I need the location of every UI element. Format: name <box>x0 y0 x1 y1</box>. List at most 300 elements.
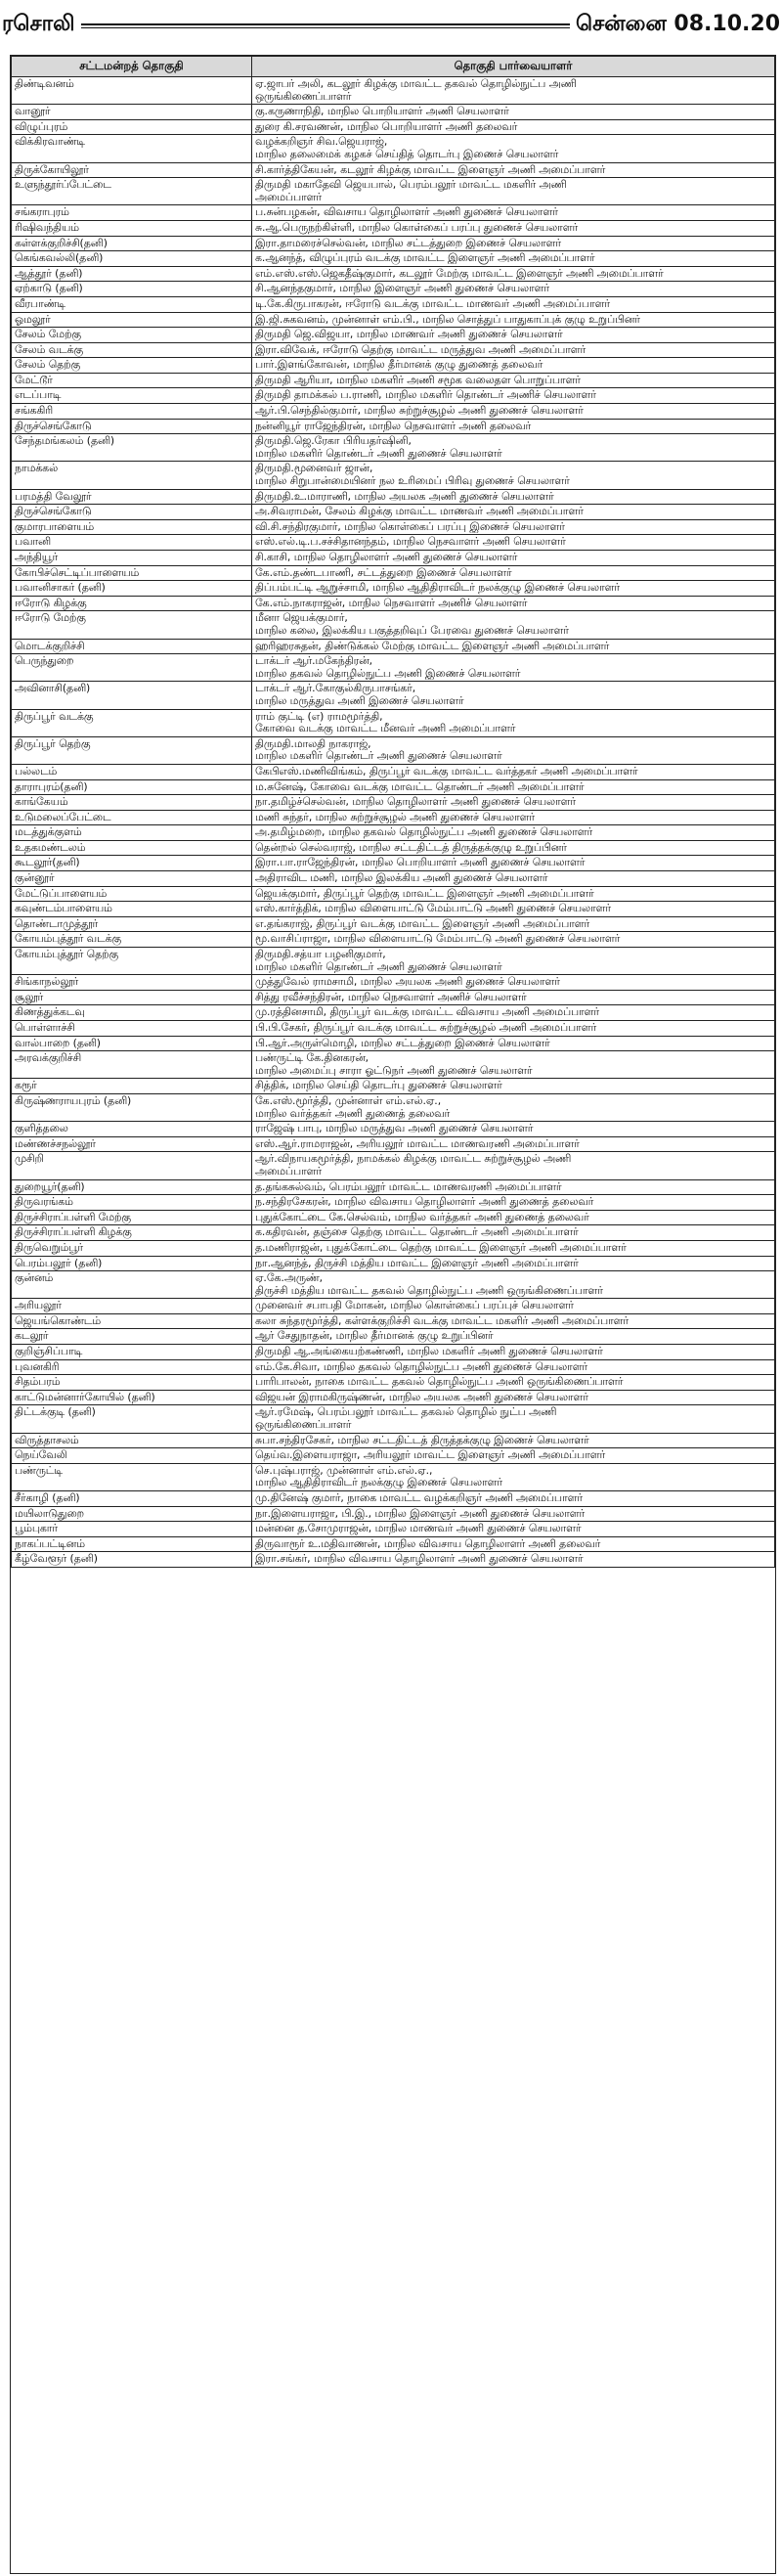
table-row <box>12 1536 775 1552</box>
observer-line: மாநில மகளிர் தொண்டர் அணி துணைச் செயலாளர் <box>255 960 502 973</box>
table-row <box>12 840 775 856</box>
observer-cell <box>252 565 775 581</box>
constituency-cell: திருப்பூர் தெற்கு <box>12 736 252 764</box>
observer-cell <box>252 1271 775 1299</box>
table-row <box>12 434 775 462</box>
observer-cell <box>252 342 775 358</box>
constituency-cell: மேட்டுப்பாளையம் <box>12 886 252 902</box>
observer-cell <box>252 119 775 135</box>
observer-line: எஸ்.ஆர்.ராமராஜன், அரியலூர் மாவட்ட மாணவரணி அமைப்பாளர் <box>255 1137 580 1150</box>
table-row <box>12 1491 775 1507</box>
observer-line: வழக்கறிஞர் சிவ.ஜெயராஜ், <box>255 136 388 149</box>
observer-cell <box>252 810 775 825</box>
observer-line: ம.சுனேஷ், கோவை வடக்கு மாவட்ட தொண்டர் அணி அமைப்பாளர் <box>255 780 585 793</box>
table-row <box>12 1136 775 1152</box>
observer-cell <box>252 1122 775 1137</box>
observer-line: திருவாரூர் உ.மதிவாணன், மாநில விவசாய தொழிலாளர் அணி தலைவர் <box>255 1537 601 1550</box>
constituency-cell: தொண்டாமுத்தூர் <box>12 916 252 932</box>
constituency-cell: கூடலூர்(தனி) <box>12 856 252 871</box>
observer-line: ஒருங்கிணைப்பாளர் <box>255 1419 352 1432</box>
table-row <box>12 779 775 795</box>
table-row <box>12 1552 775 1568</box>
table-row <box>12 1329 775 1345</box>
observer-cell <box>252 1021 775 1037</box>
table-row <box>12 654 775 682</box>
table-row <box>12 505 775 520</box>
constituency-cell: நாகப்பட்டினம் <box>12 1536 252 1552</box>
constituency-cell: சேலம் மேற்கு <box>12 328 252 343</box>
observer-line: இரா.தாமரைச்செல்வன், மாநில சட்டத்துறை இணைச் செயலாளர் <box>255 237 562 249</box>
constituency-cell: கடலூர் <box>12 1329 252 1345</box>
observer-line: இரா.விவேக், ஈரோடு தெற்கு மாவட்ட மருத்துவ அணி அமைப்பாளர் <box>255 343 586 356</box>
constituency-cell: அந்தியூர் <box>12 551 252 566</box>
table-row <box>12 373 775 388</box>
observer-line: அதிராவிட மணி, மாநில இலக்கிய அணி துணைச் செயலாளர் <box>255 872 548 885</box>
observer-line: கு.கருணாநிதி, மாநில பொறியாளர் அணி செயலாளர் <box>255 106 509 118</box>
observer-cell <box>252 1240 775 1256</box>
constituency-cell: திருப்பூர் வடக்கு <box>12 709 252 736</box>
observer-line: மாநில தகவல் தொழில்நுட்ப அணி இணைச் செயலாளர் <box>255 667 521 680</box>
constituency-cell: பரமத்தி வேலூர் <box>12 489 252 505</box>
constituency-cell: கீழ்வேளூர் (தனி) <box>12 1552 252 1568</box>
observer-line: அ.தமிழ்மறை, மாநில தகவல் தொழில்நுட்ப அணி துணைச் செயலாளர் <box>255 826 593 839</box>
constituency-cell: தாராபுரம்(தனி) <box>12 779 252 795</box>
observer-line: ராஜேஷ் பாபு, மாநில மருத்துவ அணி துணைச் செயலாளர் <box>255 1123 534 1135</box>
observer-cell <box>252 236 775 251</box>
constituency-cell: திருச்செங்கோடு <box>12 419 252 434</box>
observer-line: திருமதி ஜெ.விஜயா, மாநில மாணவர் அணி துணைச் செயலாளர் <box>255 329 563 341</box>
observer-cell <box>252 388 775 404</box>
constituency-cell: கோபிச்செட்டிப்பாளையம் <box>12 565 252 581</box>
table-row <box>12 1256 775 1271</box>
observer-line: நா.ஆனந்த், திருச்சி மத்திய மாவட்ட இளைஞர் அணி அமைப்பாளர் <box>255 1257 579 1269</box>
table-row <box>12 1225 775 1241</box>
constituency-cell: பல்லடம் <box>12 764 252 779</box>
constituency-cell: ஜெயங்கொண்டம் <box>12 1313 252 1329</box>
observer-line: விஜயன் இராமகிருஷ்ணன், மாநில அயலக அணி துணைச் செயலாளர் <box>255 1391 588 1403</box>
observer-cell <box>252 975 775 991</box>
observer-line: மாநில சிறுபான்மையினர் நல உரிமைப் பிரிவு துணைச் செயலாளர் <box>255 475 570 488</box>
observer-line: கே.எம்.நாகராஜன், மாநில நெசவாளர் அணிச் செயலாளர் <box>255 597 528 609</box>
observer-cell <box>252 1195 775 1211</box>
table-row <box>12 220 775 236</box>
observer-cell <box>252 1390 775 1405</box>
observer-cell <box>252 596 775 611</box>
observer-line: எ.தங்கராஜ், திருப்பூர் வடக்கு மாவட்ட இளைஞர் அணி அமைப்பாளர் <box>255 917 590 930</box>
observer-line: திருமதி.மாலதி நாகராஜ், <box>255 737 371 750</box>
constituency-cell: கள்ளக்குறிச்சி(தனி) <box>12 236 252 251</box>
table-row <box>12 388 775 404</box>
constituency-cell: சூலூர் <box>12 990 252 1005</box>
observer-cell <box>252 990 775 1005</box>
observer-cell <box>252 1179 775 1195</box>
table-row <box>12 795 775 811</box>
observer-line: திருமதி ஆரியா, மாநில மகளிர் அணி சமூக வலைதள பொறுப்பாளர் <box>255 374 581 386</box>
table-row <box>12 1122 775 1137</box>
constituency-cell: கவுண்டம்பாளையம் <box>12 902 252 917</box>
observer-cell <box>252 551 775 566</box>
table-row <box>12 1390 775 1405</box>
observer-line: எஸ்.கார்த்திக், மாநில விளையாட்டு மேம்பாட்டு அணி துணைச் செயலாளர் <box>255 903 611 915</box>
table-row <box>12 1271 775 1299</box>
table-row <box>12 178 775 205</box>
constituency-cell: விக்கிரவாண்டி <box>12 135 252 162</box>
constituency-cell: சிங்காநல்லூர் <box>12 975 252 991</box>
observer-cell <box>252 1359 775 1375</box>
observer-cell <box>252 736 775 764</box>
observer-cell <box>252 825 775 841</box>
observer-line: அமைப்பாளர் <box>255 1165 322 1177</box>
observer-line: முனைவர் சபாபதி மோகன், மாநில கொள்கைப் பரப்புச் செயலாளர் <box>255 1300 574 1312</box>
observer-cell <box>252 611 775 639</box>
observer-line: ந.சந்திரசேகரன், மாநில விவசாய தொழிலாளர் அணி துணைத் தலைவர் <box>255 1196 594 1209</box>
constituency-cell: சேந்தமங்கலம் (தனி) <box>12 434 252 462</box>
observer-cell <box>252 639 775 654</box>
observer-line: சி.ஆனந்தகுமார், மாநில இளைஞர் அணி துணைச் செயலாளர் <box>255 283 549 295</box>
constituency-cell: ஓமலூர் <box>12 312 252 328</box>
observer-cell <box>252 1256 775 1271</box>
table-row <box>12 489 775 505</box>
table-row <box>12 948 775 975</box>
observer-cell <box>252 682 775 709</box>
table-row <box>12 611 775 639</box>
constituency-cell: திருச்சிராப்பள்ளி கிழக்கு <box>12 1225 252 1241</box>
observer-line: த.தங்கசுல்வம், பெரம்பலூர் மாவட்ட மாணவரணி அமைப்பாளர் <box>255 1180 562 1193</box>
constituency-cell: புவனகிரி <box>12 1359 252 1375</box>
observer-cell <box>252 856 775 871</box>
observer-cell <box>252 1093 775 1121</box>
observer-line: மன்னை த.சோமுராஜன், மாநில மாணவர் அணி துணைச் செயலாளர் <box>255 1523 582 1535</box>
observer-line: செ.புஷ்பராஜ், முன்னாள் எம்.எல்.ஏ., <box>255 1464 433 1477</box>
table-row <box>12 1051 775 1079</box>
observer-cell <box>252 1299 775 1314</box>
constituency-cell: மண்ணச்சநல்லூர் <box>12 1136 252 1152</box>
constituency-cell: மேட்டூர் <box>12 373 252 388</box>
observer-cell <box>252 1506 775 1522</box>
constituency-cell: திண்டிவனம் <box>12 77 252 105</box>
observer-line: டாக்டர் ஆர்.கோகுல்கிருபாசங்கர், <box>255 683 416 695</box>
observer-cell <box>252 358 775 374</box>
observer-cell <box>252 462 775 489</box>
constituency-cell: திருக்கோயிலூர் <box>12 162 252 178</box>
table-row <box>12 1506 775 1522</box>
observer-cell <box>252 764 775 779</box>
observer-line: சி.காசி, மாநில தொழிலாளர் அணி துணைச் செயலாளர் <box>255 552 518 563</box>
observer-cell <box>252 251 775 267</box>
observer-cell <box>252 1375 775 1391</box>
observer-line: ஹரிஹரசுதன், திண்டுக்கல் மேற்கு மாவட்ட இளைஞர் அணி அமைப்பாளர் <box>255 640 610 652</box>
table-row <box>12 1433 775 1448</box>
constituency-cell: கிணத்துக்கடவு <box>12 1005 252 1021</box>
observer-line: திருமதி.உ.மாராணி, மாநில அயலக அணி துணைச் செயலாளர் <box>255 490 554 503</box>
observer-cell <box>252 282 775 297</box>
constituency-cell: பவானி <box>12 535 252 551</box>
observer-cell <box>252 535 775 551</box>
constituency-cell: கோயம்புத்தூர் வடக்கு <box>12 932 252 948</box>
observer-cell <box>252 505 775 520</box>
observer-line: பண்ருட்டி கே.தினகரன், <box>255 1052 369 1065</box>
constituency-cell: சீர்காழி (தனி) <box>12 1491 252 1507</box>
observer-cell <box>252 419 775 434</box>
table-row <box>12 251 775 267</box>
observer-cell <box>252 932 775 948</box>
table-row <box>12 519 775 535</box>
constituency-cell: பூம்புகார் <box>12 1522 252 1537</box>
observer-line: துரை கி.சரவணன், மாநில பொறியாளர் அணி தலைவர் <box>255 120 518 133</box>
observer-line: ஆர் சேதுநாதன், மாநில தீர்மானக் குழு உறுப்பினர் <box>255 1330 494 1343</box>
table-row <box>12 119 775 135</box>
table-row <box>12 205 775 221</box>
observer-line: அ.சிவராமன், சேலம் கிழக்கு மாவட்ட மாணவர் அணி அமைப்பாளர் <box>255 506 584 518</box>
observer-line: எம்.எஸ்.எஸ்.ஜெகதீஷ்குமார், கடலூர் மேற்கு மாவட்ட இளைஞர் அணி அமைப்பாளர் <box>255 267 664 280</box>
header-observer: தொகுதி பார்வையாளர் <box>252 57 775 77</box>
table-row <box>12 1313 775 1329</box>
table-row <box>12 682 775 709</box>
constituency-cell: குளித்தலை <box>12 1122 252 1137</box>
observer-line: மாநில அமைப்பு சாரா ஓட்டுநர் அணி துணைச் செயலாளர் <box>255 1064 533 1077</box>
observer-cell <box>252 654 775 682</box>
constituency-cell: திருவரங்கம் <box>12 1195 252 1211</box>
observer-line: கே.எம்.தண்டபாணி, சட்டத்துறை இணைச் செயலாளர் <box>255 566 512 579</box>
constituency-cell: நாமக்கல் <box>12 462 252 489</box>
table-row <box>12 1375 775 1391</box>
table-row <box>12 825 775 841</box>
observer-cell <box>252 1463 775 1490</box>
table-row <box>12 1079 775 1094</box>
observer-line: கோவை வடக்கு மாவட்ட மீனவர் அணி அமைப்பாளர் <box>255 723 516 735</box>
observer-cell <box>252 1405 775 1433</box>
observer-line: வி.சி.சந்திரகுமார், மாநில கொள்கைப் பரப்பு இணைச் செயலாளர் <box>255 520 565 533</box>
table-row <box>12 871 775 887</box>
observer-cell <box>252 1329 775 1345</box>
table-row <box>12 1179 775 1195</box>
constituency-cell: விருத்தாசலம் <box>12 1433 252 1448</box>
constituency-cell: துறையூர்(தனி) <box>12 1179 252 1195</box>
constituency-cell: வானூர் <box>12 105 252 120</box>
observer-cell <box>252 373 775 388</box>
table-row <box>12 419 775 434</box>
observer-cell <box>252 795 775 811</box>
observer-cell <box>252 1536 775 1552</box>
observer-cell <box>252 916 775 932</box>
table-row <box>12 312 775 328</box>
observer-cell <box>252 871 775 887</box>
observer-line: திருமதி மகாதேவி ஜெயபால், பெரம்பலூர் மாவட்ட மகளிர் அணி <box>255 179 567 192</box>
table-row <box>12 404 775 420</box>
table-row <box>12 856 775 871</box>
observer-cell <box>252 296 775 312</box>
table-row <box>12 1005 775 1021</box>
table-row <box>12 1021 775 1037</box>
table-row <box>12 975 775 991</box>
constituency-cell: ரிஷிவந்தியம் <box>12 220 252 236</box>
table-row <box>12 1405 775 1433</box>
constituency-cell: அரியலூர் <box>12 1299 252 1314</box>
constituency-cell: ஈரோடு மேற்கு <box>12 611 252 639</box>
observer-cell <box>252 581 775 597</box>
table-row <box>12 886 775 902</box>
observer-line: திருமதி.மூனைவர் ஜான், <box>255 463 373 475</box>
observer-line: பி.ஆர்.அருள்மொழி, மாநில சட்டத்துறை இணைச் செயலாளர் <box>255 1037 550 1049</box>
constituency-cell: பெருந்துறை <box>12 654 252 682</box>
table-row <box>12 1522 775 1537</box>
observer-line: சித்து ரவீச்சந்திரன், மாநில நெசவாளர் அணிச் செயலாளர் <box>255 991 527 1003</box>
observer-table <box>11 56 775 1568</box>
constituency-cell: எடப்பாடி <box>12 388 252 404</box>
table-row <box>12 282 775 297</box>
constituency-cell: பெரம்பலூர் (தனி) <box>12 1256 252 1271</box>
table-row <box>12 1240 775 1256</box>
constituency-cell: சங்ககிரி <box>12 404 252 420</box>
table-row <box>12 596 775 611</box>
observer-line: திப்பம்பட்டி ஆறுச்சாமி, மாநில ஆதிதிராவிடர் நலக்குழு இணைச் செயலாளர் <box>255 582 620 595</box>
table-row <box>12 135 775 162</box>
table-row <box>12 358 775 374</box>
observer-cell <box>252 1522 775 1537</box>
constituency-cell: சிதம்பரம் <box>12 1375 252 1391</box>
table-row <box>12 1036 775 1051</box>
observer-cell <box>252 266 775 282</box>
observer-cell <box>252 1313 775 1329</box>
observer-cell <box>252 1051 775 1079</box>
table-row <box>12 1463 775 1490</box>
observer-line: ஆர்.விநாயகமூர்த்தி, நாமக்கல் கிழக்கு மாவட்ட சுற்றுச்சூழல் அணி <box>255 1153 572 1166</box>
observer-line: இரா.சங்கர், மாநில விவசாய தொழிலாளர் அணி துணைச் செயலாளர் <box>255 1553 584 1566</box>
constituency-cell: பவானிசாகர் (தனி) <box>12 581 252 597</box>
observer-line: இரா.பா.ராஜேந்திரன், மாநில பொறியாளர் அணி துணைச் செயலாளர் <box>255 857 586 869</box>
table-row <box>12 916 775 932</box>
table-row <box>12 535 775 551</box>
observer-line: ஏ.ஜாபர் அலி, கடலூர் கிழக்கு மாவட்ட தகவல் தொழில்நுட்ப அணி <box>255 78 577 90</box>
observer-cell <box>252 1345 775 1360</box>
observer-cell <box>252 220 775 236</box>
observer-cell <box>252 902 775 917</box>
observer-line: கலா சுந்தரமூர்த்தி, கள்ளக்குறிச்சி வடக்கு மாவட்ட மகளிர் அணி அமைப்பாளர் <box>255 1314 630 1327</box>
observer-line: திருமதி தாமக்கல் ப.ராணி, மாநில மகளிர் தொண்டர் அணிச் செயலாளர் <box>255 389 596 402</box>
observer-cell <box>252 328 775 343</box>
observer-cell <box>252 1552 775 1568</box>
observer-cell <box>252 1225 775 1241</box>
observer-cell <box>252 205 775 221</box>
constituency-cell: சேலம் வடக்கு <box>12 342 252 358</box>
constituency-cell: அவினாசி(தனி) <box>12 682 252 709</box>
table-row <box>12 709 775 736</box>
constituency-cell: குமாரபாளையம் <box>12 519 252 535</box>
constituency-cell: வீரபாண்டி <box>12 296 252 312</box>
table-row <box>12 1448 775 1464</box>
constituency-cell: கரூர் <box>12 1079 252 1094</box>
observer-line: ப.சுன்பழகன், விவசாய தொழிலாளர் அணி துணைச் செயலாளர் <box>255 206 558 219</box>
observer-line: மாநில மகளிர் தொண்டர் அணி துணைச் செயலாளர் <box>255 750 502 763</box>
observer-line: பார்.இளங்கோவன், மாநில தீர்மானக் குழு துணைத் தலைவர் <box>255 359 543 372</box>
constituency-cell: கிருஷ்ணராயபுரம் (தனி) <box>12 1093 252 1121</box>
observer-line: ஆர்.பி.செந்தில்குமார், மாநில சுற்றுச்சூழல் அணி துணைச் செயலாளர் <box>255 405 584 418</box>
constituency-cell: திட்டக்குடி (தனி) <box>12 1405 252 1433</box>
table-row <box>12 581 775 597</box>
observer-cell <box>252 162 775 178</box>
observer-line: மாநில ஆதிதிராவிடர் நலக்குழு இணைச் செயலாளர் <box>255 1477 502 1489</box>
observer-cell <box>252 1210 775 1225</box>
constituency-cell: சேலம் தெற்கு <box>12 358 252 374</box>
table-row <box>12 639 775 654</box>
observer-line: மீனா ஜெயக்குமார், <box>255 612 348 625</box>
constituency-cell: குறிஞ்சிப்பாடி <box>12 1345 252 1360</box>
constituency-cell: காங்கேயம் <box>12 795 252 811</box>
observer-line: க.ஆனந்த், விழுப்புரம் வடக்கு மாவட்ட இளைஞர் அணி அமைப்பாளர் <box>255 252 595 265</box>
observer-cell <box>252 1491 775 1507</box>
observer-cell <box>252 948 775 975</box>
table-row <box>12 1093 775 1121</box>
observer-line: மு.ரத்தினசாமி, திருப்பூர் வடக்கு மாவட்ட விவசாய அணி அமைப்பாளர் <box>255 1006 600 1019</box>
observer-cell <box>252 135 775 162</box>
table-row <box>12 236 775 251</box>
observer-cell <box>252 1079 775 1094</box>
observer-line: தெய்வ.இளையராஜா, அரியலூர் மாவட்ட இளைஞர் அணி அமைப்பாளர் <box>255 1449 606 1462</box>
observer-line: திருமதி.சத்யா பழனிகுமார், <box>255 949 386 961</box>
constituency-cell: விழுப்புரம் <box>12 119 252 135</box>
observer-line: தென்றல் செல்வராஜ், மாநில சட்டதிட்டத் திருத்தக்குழு உறுப்பினர் <box>255 841 567 854</box>
observer-line: கேபிஎஸ்.மணிவிங்கம், திருப்பூர் வடக்கு மாவட்ட வர்த்தகர் அணி அமைப்பாளர் <box>255 765 638 777</box>
observer-line: அமைப்பாளர் <box>255 191 322 203</box>
observer-line: நா.தமிழ்ச்செல்வன், மாநில தொழிலாளர் அணி துணைச் செயலாளர் <box>255 796 576 809</box>
constituency-cell: உதகமண்டலம் <box>12 840 252 856</box>
observer-cell <box>252 1136 775 1152</box>
constituency-cell: காட்டுமன்னார்கோயில் (தனி) <box>12 1390 252 1405</box>
table-row <box>12 162 775 178</box>
observer-line: சி.கார்த்திகேயன், கடலூர் கிழக்கு மாவட்ட இளைஞர் அணி அமைப்பாளர் <box>255 163 606 176</box>
observer-line: ராம் குட்டி (எ) ராமமூர்த்தி, <box>255 710 383 723</box>
observer-cell <box>252 1036 775 1051</box>
constituency-cell: கோயம்புத்தூர் தெற்கு <box>12 948 252 975</box>
constituency-cell: ஈரோடு கிழக்கு <box>12 596 252 611</box>
table-row <box>12 342 775 358</box>
observer-line: ஜெயக்குமார், திருப்பூர் தெற்கு மாவட்ட இளைஞர் அணி அமைப்பாளர் <box>255 887 594 900</box>
table-row <box>12 296 775 312</box>
constituency-cell: ஏற்காடு (தனி) <box>12 282 252 297</box>
constituency-cell: நெய்வேலி <box>12 1448 252 1464</box>
observer-line: சித்திக், மாநில செய்தி தொடர்பு துணைச் செயலாளர் <box>255 1080 502 1092</box>
constituency-cell: குன்னூர் <box>12 871 252 887</box>
observer-line: பாரிபாலன், நாகை மாவட்ட தகவல் தொழில்நுட்ப அணி ஒருங்கிணைப்பாளர் <box>255 1376 624 1389</box>
constituency-cell: திருவெறும்பூர் <box>12 1240 252 1256</box>
table-row <box>12 810 775 825</box>
table-row <box>12 462 775 489</box>
observer-line: மாநில தலைமைக் கழகச் செய்தித் தொடர்பு இணைச் செயலாளர் <box>255 148 559 160</box>
observer-line: ஒருங்கிணைப்பாளர் <box>255 90 352 103</box>
table-row <box>12 1210 775 1225</box>
constituency-cell: பண்ருட்டி <box>12 1463 252 1490</box>
table-row <box>12 1195 775 1211</box>
constituency-cell: திருச்செங்கோடு <box>12 505 252 520</box>
constituency-cell: அரவக்குறிச்சி <box>12 1051 252 1079</box>
observer-line: பி.பி.சேகர், திருப்பூர் வடக்கு மாவட்ட சுற்றுச்சூழல் அணி அமைப்பாளர் <box>255 1022 597 1034</box>
observer-cell <box>252 312 775 328</box>
observer-cell <box>252 434 775 462</box>
constituency-cell: மொடக்குறிச்சி <box>12 639 252 654</box>
observer-line: டி.கே.கிருபாகரன், ஈரோடு வடக்கு மாவட்ட மாணவர் அணி அமைப்பாளர் <box>255 297 610 310</box>
table-row <box>12 736 775 764</box>
header-constituency: சட்டமன்றத் தொகுதி <box>12 57 252 77</box>
table-row <box>12 266 775 282</box>
table-header-row <box>12 57 775 77</box>
observer-line: புதுக்கோட்டை கே.செல்வம், மாநில வர்த்தகர் அணி துணைத் தலைவர் <box>255 1211 589 1223</box>
observer-line: நா.இளையராஜா, பி.இ., மாநில இளைஞர் அணி துணைச் செயலாளர் <box>255 1507 586 1520</box>
table-row <box>12 1345 775 1360</box>
observer-cell <box>252 1433 775 1448</box>
constituency-cell: உளுந்தூர்ப்பேட்டை <box>12 178 252 205</box>
observer-cell <box>252 404 775 420</box>
observer-cell <box>252 77 775 105</box>
